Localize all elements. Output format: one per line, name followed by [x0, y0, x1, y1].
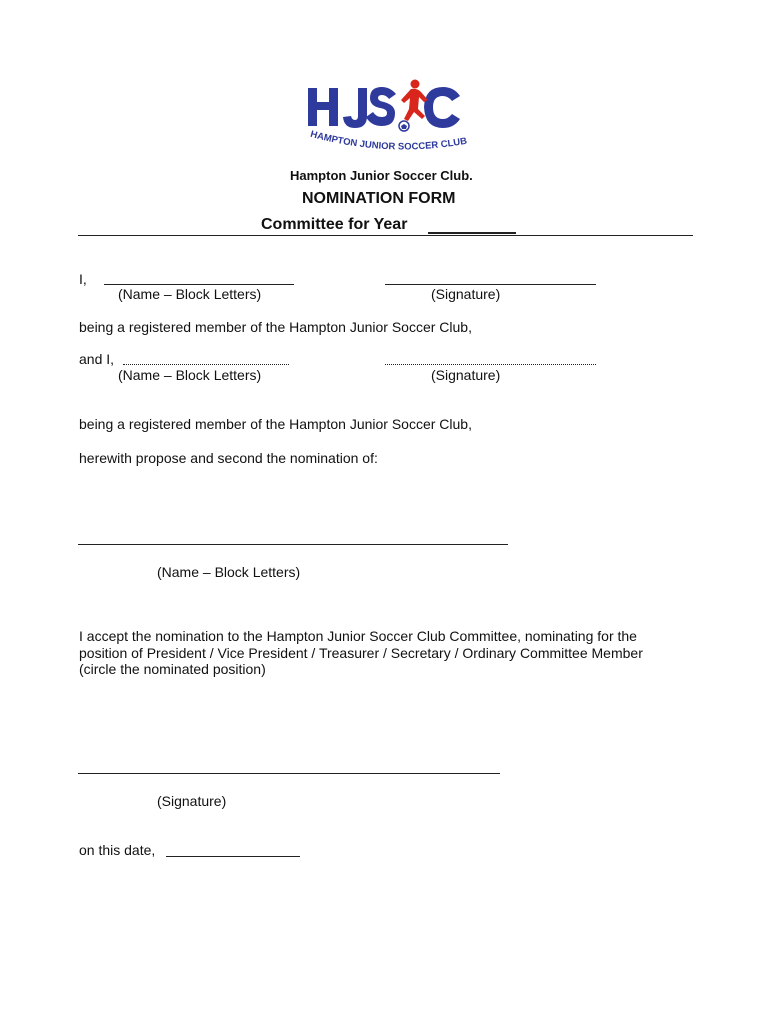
nominee-signature-field[interactable]: [78, 773, 500, 774]
nominee-signature-caption: (Signature): [157, 793, 227, 809]
club-logo-graphic: [300, 76, 470, 160]
proposer-name-caption: (Name – Block Letters): [118, 286, 262, 302]
seconder-name-caption: (Name – Block Letters): [118, 367, 262, 383]
acceptance-statement: [79, 628, 699, 678]
date-field[interactable]: [166, 856, 300, 857]
seconder-name-field[interactable]: [123, 364, 289, 365]
proposer-signature-caption: (Signature): [431, 286, 501, 302]
acceptance-line-2: position of President / Vice President / Treasurer / Secretary / Ordinary Committee Member: [79, 644, 643, 661]
header-rule: [78, 235, 693, 236]
seconder-prefix: and I,: [79, 351, 115, 367]
seconder-signature-field[interactable]: [385, 364, 596, 365]
acceptance-line-3: (circle the nominated position): [79, 661, 266, 677]
nominee-name-field[interactable]: [78, 544, 508, 545]
committee-year-label: Committee for Year: [261, 216, 408, 233]
statement-registered-member-1: being a registered member of the Hampton Junior Soccer Club,: [79, 319, 472, 335]
club-logo: [300, 76, 470, 160]
club-name: Hampton Junior Soccer Club.: [290, 168, 473, 183]
statement-propose-second: herewith propose and second the nomination of:: [79, 450, 378, 466]
seconder-signature-caption: (Signature): [431, 367, 501, 383]
committee-year-field[interactable]: [428, 232, 516, 234]
proposer-prefix: I,: [79, 271, 87, 287]
nominee-name-caption: (Name – Block Letters): [157, 564, 301, 580]
proposer-name-field[interactable]: [104, 284, 294, 285]
svg-text:HAMPTON JUNIOR SOCCER CLUB: [309, 129, 468, 153]
form-title: NOMINATION FORM: [302, 190, 456, 207]
logo-ring-text: HAMPTON JUNIOR SOCCER CLUB: [309, 128, 468, 153]
statement-registered-member-2: being a registered member of the Hampton Junior Soccer Club,: [79, 416, 472, 432]
acceptance-line-1: I accept the nomination to the Hampton Junior Soccer Club Committee, nominating for the: [79, 628, 637, 644]
proposer-signature-field[interactable]: [385, 284, 596, 285]
date-prefix: on this date,: [79, 842, 156, 858]
